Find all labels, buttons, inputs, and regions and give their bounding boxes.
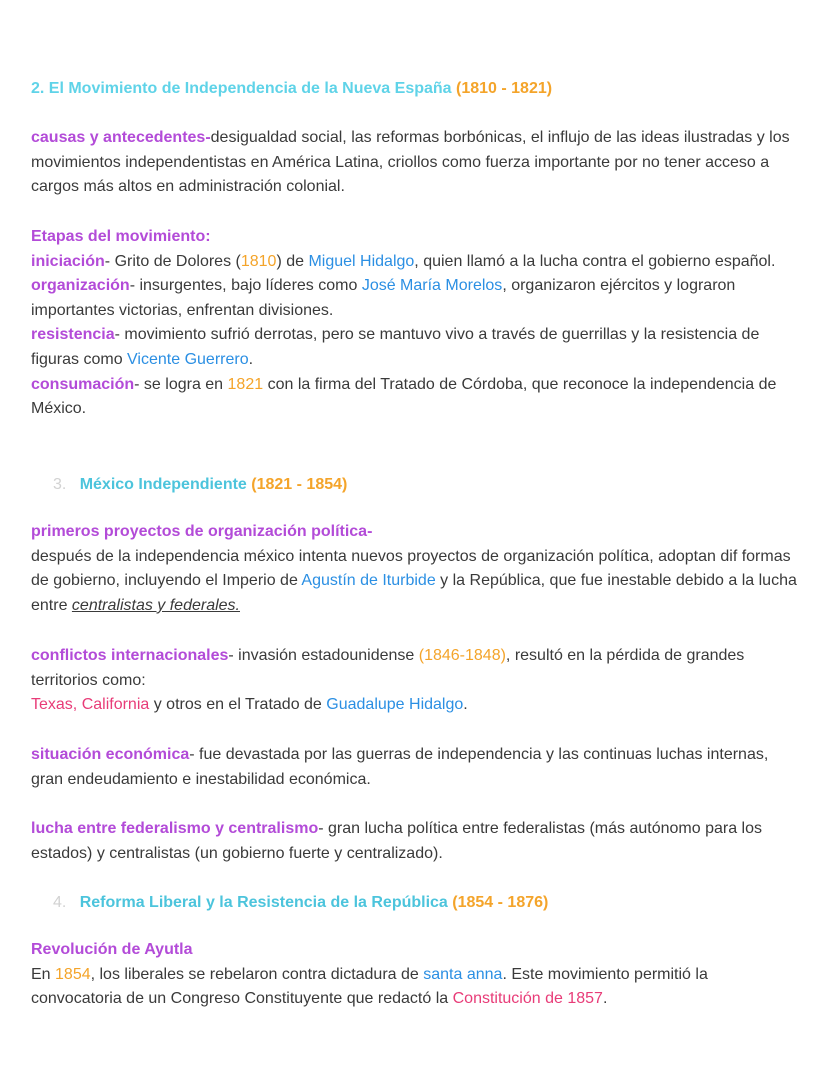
ayutla-paragraph — [31, 938, 801, 1012]
primeros-mid: y la República, que fue inestable debido a la lucha entre — [31, 572, 797, 614]
section-4-heading — [31, 891, 801, 916]
conflictos-end: . — [463, 696, 468, 714]
organizacion-label: organización — [31, 277, 130, 295]
iniciacion-label: iniciación — [31, 252, 105, 270]
ayutla-end: . — [602, 990, 608, 1008]
resistencia-label: resistencia — [31, 326, 115, 344]
ayutla-mid2: . Este movimiento permitió la convocatoria de un Congreso Constituyente que redactó la — [31, 965, 708, 1008]
conflictos-mid: y otros en el Tratado de — [149, 696, 327, 714]
conflictos-text: - invasión estadounidense — [228, 647, 419, 664]
iniciacion-mid: ) de — [276, 252, 309, 270]
iniciacion-year: 1810 — [240, 252, 277, 270]
place-california: California — [81, 696, 150, 714]
causas-text: desigualdad social, las reformas borbónicas, el influjo de las ideas ilustradas y los movimientos independentistas en América Latina, criollos como fuerza importante por no tener acceso a cargos más altos en administración colonial. — [31, 129, 790, 196]
conflictos-label: conflictos internacionales — [31, 647, 229, 664]
situacion-text: - fue devastada por las guerras de independencia y las continuas luchas internas, gran endeudamiento e inestabilidad económica. — [31, 746, 769, 788]
section-4-number: 4. — [53, 894, 67, 911]
ayutla-constitution: Constitución de 1857 — [452, 990, 603, 1008]
section-2-title: 2. El Movimiento de Independencia de la Nueva España — [31, 80, 452, 97]
iniciacion-person: Miguel Hidalgo — [308, 252, 415, 270]
ayutla-pre: En — [31, 965, 56, 983]
organizacion-person: José María Morelos — [361, 277, 503, 295]
consumacion-label: consumación — [31, 375, 135, 393]
iniciacion-text: - Grito de Dolores ( — [104, 252, 241, 270]
consumacion-rest: con la firma del Tratado de Córdoba, que reconoce la independencia de México. — [31, 375, 777, 418]
section-4-years: (1854 - 1876) — [452, 894, 549, 911]
section-3-number: 3. — [53, 476, 67, 493]
primeros-underlined: centralistas y federales. — [71, 596, 240, 614]
lucha-label: lucha entre federalismo y centralismo — [31, 820, 319, 837]
primeros-paragraph — [31, 520, 801, 618]
ayutla-person: santa anna — [423, 965, 503, 983]
treaty-name: Guadalupe Hidalgo — [326, 696, 464, 714]
section-4-title: Reforma Liberal y la Resistencia de la República — [79, 894, 448, 911]
section-3-heading — [31, 473, 801, 498]
primeros-person: Agustín de Iturbide — [301, 572, 436, 590]
situacion-paragraph — [31, 743, 801, 792]
conflictos-years: (1846-1848) — [418, 647, 506, 664]
place-comma: , — [72, 696, 82, 714]
conflictos-paragraph — [31, 644, 801, 718]
section-2-years: (1810 - 1821) — [456, 80, 553, 97]
causas-paragraph — [31, 126, 801, 200]
etapa-iniciacion — [31, 250, 801, 275]
primeros-body — [31, 545, 801, 619]
ayutla-label: Revolución de Ayutla — [31, 941, 193, 958]
lucha-text: - gran lucha política entre federalistas (más autónomo para los estados) y centralistas (un gobierno fuerte y centralizado). — [31, 820, 763, 862]
organizacion-rest: , organizaron ejércitos y lograron importantes victorias, enfrentan divisiones. — [31, 277, 736, 319]
causas-label: causas y antecedentes- — [31, 129, 211, 146]
section-3-title: México Independiente — [79, 476, 247, 493]
place-texas: Texas — [31, 696, 73, 714]
situacion-label: situación económica — [31, 746, 190, 763]
primeros-text: después de la independencia méxico intenta nuevos proyectos de organización política, adoptan dif formas de gobierno, incluyendo el Imperio de — [31, 547, 791, 590]
resistencia-person: Vicente Guerrero — [127, 350, 249, 368]
etapa-resistencia — [31, 323, 801, 372]
iniciacion-rest: , quien llamó a la lucha contra el gobierno español. — [414, 252, 776, 270]
resistencia-rest: . — [248, 350, 254, 368]
etapa-organizacion — [31, 274, 801, 323]
lucha-paragraph — [31, 817, 801, 866]
consumacion-text: - se logra en — [134, 375, 228, 393]
section-3-years: (1821 - 1854) — [251, 476, 348, 493]
section-2-heading — [31, 77, 801, 102]
etapas-heading: Etapas del movimiento: — [31, 228, 211, 245]
ayutla-mid: , los liberales se rebelaron contra dictadura de — [90, 965, 424, 983]
conflictos-rest: , resultó en la pérdida de grandes territorios como: — [31, 647, 745, 689]
ayutla-body — [31, 963, 801, 1012]
etapa-consumacion — [31, 373, 801, 422]
conflictos-territories — [31, 693, 801, 718]
primeros-label: primeros proyectos de organización política- — [31, 523, 373, 540]
organizacion-text: - insurgentes, bajo líderes como — [129, 277, 362, 295]
resistencia-text: - movimiento sufrió derrotas, pero se mantuvo vivo a través de guerrillas y la resistencia de figuras como — [31, 326, 760, 368]
consumacion-year: 1821 — [227, 375, 264, 393]
ayutla-year: 1854 — [55, 965, 91, 983]
etapas-block — [31, 225, 801, 422]
